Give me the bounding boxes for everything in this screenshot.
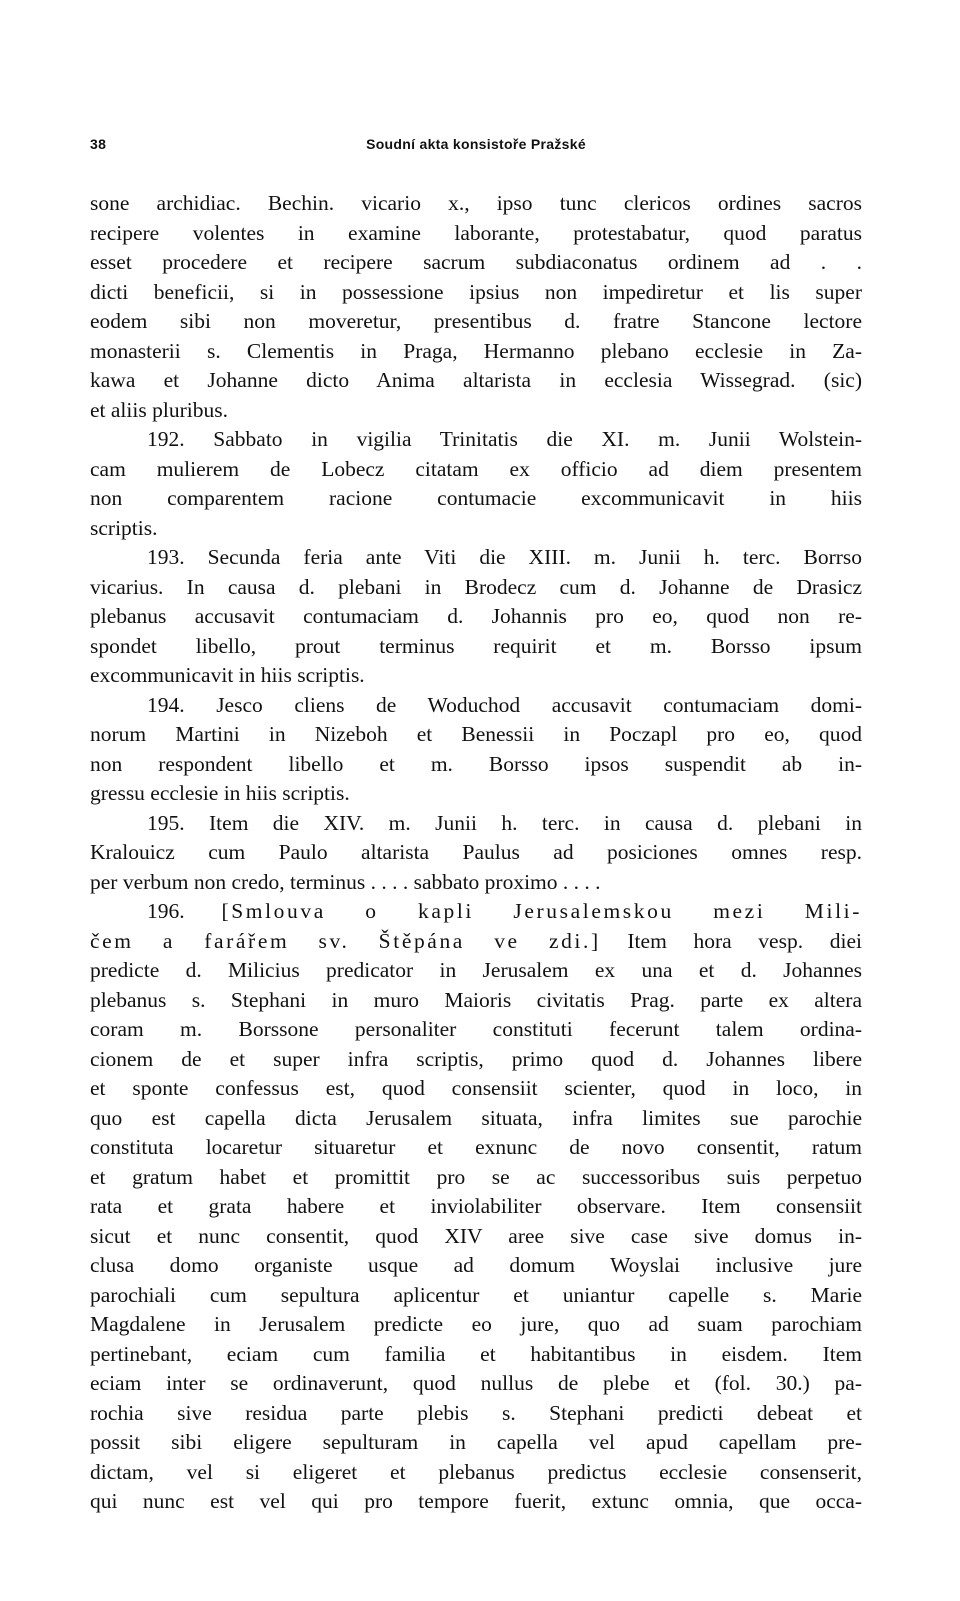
line-rest: Item hora vesp. diei: [600, 928, 862, 953]
text-line: coram m. Borssone personaliter constituti fecerunt talem ordina-: [90, 1017, 862, 1041]
text-line: eodem sibi non moveretur, presentibus d. fratre Stancone lectore: [90, 309, 862, 333]
text-line: plebanus accusavit contumaciam d. Johannis pro eo, quod non re-: [90, 604, 862, 628]
text-line: sone archidiac. Bechin. vicario x., ipso tunc clericos ordines sacros: [90, 191, 862, 215]
text-line: parochiali cum sepultura aplicentur et uniantur capelle s. Marie: [90, 1282, 862, 1307]
text-line: dicti beneficii, si in possessione ipsius non impediretur et lis super: [90, 279, 862, 304]
text-line: cam mulierem de Lobecz citatam ex officio ad diem presentem: [90, 456, 862, 481]
text-line: predicte d. Milicius predicator in Jerusalem ex una et d. Johannes: [90, 958, 862, 982]
text-line: rochia sive residua parte plebis s. Stephani predicti debeat et: [90, 1400, 862, 1425]
text-line: 194. Jesco cliens de Woduchod accusavit contumaciam domi-: [147, 692, 862, 717]
text-line: et aliis pluribus.: [90, 397, 228, 422]
text-line: et sponte confessus est, quod consensiit scienter, quod in loco, in: [90, 1076, 862, 1100]
text-line: norum Martini in Nizeboh et Benessii in Poczapl pro eo, quod: [90, 722, 862, 746]
text-line: Kralouicz cum Paulo altarista Paulus ad posiciones omnes resp.: [90, 840, 862, 864]
spaced-heading: čem a farářem sv. Štěpána ve zdi.]: [90, 928, 601, 953]
text-line: Magdalene in Jerusalem predicte eo jure, quo ad suam parochiam: [90, 1312, 862, 1336]
text-line: per verbum non credo, terminus . . . . sabbato proximo . . . .: [90, 869, 601, 894]
text-line: monasterii s. Clementis in Praga, Hermanno plebano ecclesie in Za-: [90, 338, 862, 363]
text-line: sicut et nunc consentit, quod XIV aree sive case sive domus in-: [90, 1223, 862, 1248]
text-line: pertinebant, eciam cum familia et habitantibus in eisdem. Item: [90, 1341, 862, 1366]
text-line: possit sibi eligere sepulturam in capella vel apud capellam pre-: [90, 1430, 862, 1454]
text-line: dictam, vel si eligeret et plebanus predictus ecclesie consenserit,: [90, 1459, 862, 1484]
text-line: eciam inter se ordinaverunt, quod nullus de plebe et (fol. 30.) pa-: [90, 1371, 862, 1395]
text-line: [90, 927, 862, 957]
text-line: clusa domo organiste usque ad domum Woyslai inclusive jure: [90, 1253, 862, 1277]
text-line: rata et grata habere et inviolabiliter observare. Item consensiit: [90, 1194, 862, 1218]
running-title: Soudní akta konsistoře Pražské: [366, 136, 586, 152]
page-header: [90, 136, 862, 156]
text-line: et gratum habet et promittit pro se ac successoribus suis perpetuo: [90, 1164, 862, 1189]
body-text: [90, 189, 862, 1517]
text-line: plebanus s. Stephani in muro Maioris civitatis Prag. parte ex altera: [90, 987, 862, 1012]
text-line: 193. Secunda feria ante Viti die XIII. m. Junii h. terc. Borrso: [147, 545, 862, 569]
text-line: quo est capella dicta Jerusalem situata, infra limites sue parochie: [90, 1105, 862, 1130]
page-number: 38: [90, 136, 107, 152]
text-line: cionem de et super infra scriptis, primo quod d. Johannes libere: [90, 1046, 862, 1071]
text-line: gressu ecclesie in hiis scriptis.: [90, 781, 350, 805]
document-page: [90, 0, 862, 1601]
text-line: [90, 897, 862, 927]
text-line: constituta locaretur situaretur et exnunc de novo consentit, ratum: [90, 1135, 862, 1159]
text-line: scriptis.: [90, 515, 158, 540]
text-line: qui nunc est vel qui pro tempore fuerit, extunc omnia, que occa-: [90, 1489, 862, 1513]
text-line: excommunicavit in hiis scriptis.: [90, 663, 365, 687]
text-line: kawa et Johanne dicto Anima altarista in ecclesia Wissegrad. (sic): [90, 368, 862, 392]
entry-number: 196.: [147, 899, 222, 923]
spaced-heading: [Smlouva o kapli Jerusalemskou mezi Mili-: [221, 899, 862, 923]
text-line: spondet libello, prout terminus requirit et m. Borsso ipsum: [90, 633, 862, 658]
text-line: non comparentem racione contumacie excommunicavit in hiis: [90, 486, 862, 510]
text-line: 195. Item die XIV. m. Junii h. terc. in causa d. plebani in: [147, 810, 862, 835]
text-line: 192. Sabbato in vigilia Trinitatis die XI. m. Junii Wolstein-: [147, 427, 862, 451]
text-line: esset procedere et recipere sacrum subdiaconatus ordinem ad . .: [90, 250, 862, 274]
text-line: non respondent libello et m. Borsso ipsos suspendit ab in-: [90, 751, 862, 776]
text-line: vicarius. In causa d. plebani in Brodecz cum d. Johanne de Drasicz: [90, 574, 862, 599]
text-line: recipere volentes in examine laborante, protestabatur, quod paratus: [90, 220, 862, 245]
